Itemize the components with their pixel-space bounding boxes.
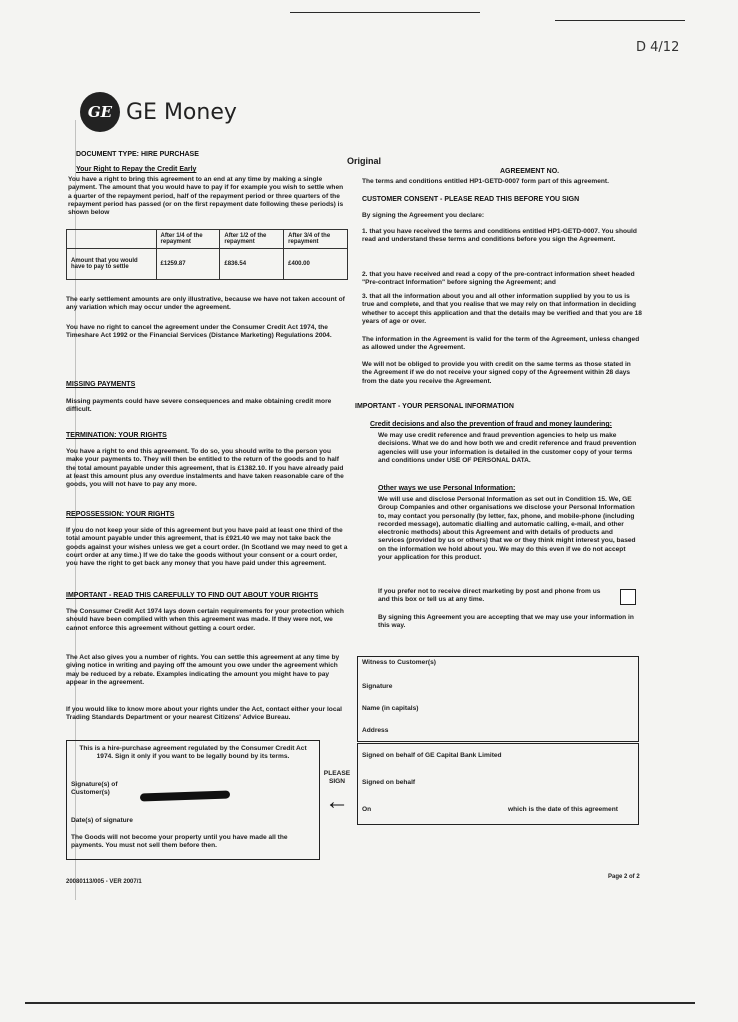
- scan-line: [290, 12, 480, 13]
- please-sign-label: PLEASE SIGN: [323, 770, 351, 786]
- lender-signature-box: [357, 743, 639, 825]
- table-header-row: [67, 230, 348, 249]
- obliged-text: We will not be obliged to provide you with credit on the same terms as those stated in the Agreement if we do not receive your signed copy of the Agreement within 28 days from the date you receive the Agreement.: [362, 361, 631, 385]
- date-note: which is the date of this agreement: [508, 806, 618, 813]
- consent-lead: By signing the Agreement you declare:: [362, 212, 485, 219]
- witness-address-label: Address: [362, 727, 389, 734]
- signature-date-label: Date(s) of signature: [71, 817, 133, 824]
- ge-monogram-icon: GE: [80, 92, 120, 132]
- other-ways-heading: Other ways we use Personal Information:: [378, 485, 516, 492]
- table-cell: £836.54: [220, 249, 284, 280]
- table-cell: [67, 230, 157, 249]
- witness-signature-label: Signature: [362, 683, 393, 690]
- table-row: [67, 249, 348, 280]
- table-cell: After 3/4 of the repayment: [284, 230, 348, 249]
- consent-point-1: 1. that you have received the terms and conditions entitled HP1-GETD-0007. You should read and understand these terms and conditions before you sign the Agreement.: [362, 228, 637, 244]
- marketing-opt-out-checkbox[interactable]: [620, 589, 636, 605]
- brand-name: GE Money: [126, 99, 237, 125]
- customer-signature-box: [66, 740, 320, 860]
- table-cell: After 1/2 of the repayment: [220, 230, 284, 249]
- witness-title: Witness to Customer(s): [362, 659, 436, 666]
- early-repay-text: You have a right to bring this agreement to an end at any time by making a single payment. The amount that you would have to pay if for example you wish to settle when a quarter of the repayment period, half of the repayment period or three quarters of the repayment period has passed (or on the first repayment date following these periods) is shown below: [68, 176, 344, 217]
- table-cell: £400.00: [284, 249, 348, 280]
- termination-heading: TERMINATION: YOUR RIGHTS: [66, 432, 167, 439]
- ge-money-logo: [80, 92, 237, 132]
- missing-payments-text: Missing payments could have severe consequences and make obtaining credit more difficult.: [66, 398, 332, 414]
- by-signing-text: By signing this Agreement you are accepting that we may use your information in this way.: [378, 614, 634, 630]
- credit-decisions-text: We may use credit reference and fraud prevention agencies to help us make decisions. What we do and how both we and credit reference and fraud prevention agencies will use your information is detailed in the customer copy of your terms and conditions under USE OF PERSONAL DATA.: [378, 432, 637, 464]
- important-text-3: If you would like to know more about your rights under the Act, contact either your local Trading Standards Department or your nearest Citizens' Advice Bureau.: [66, 706, 342, 722]
- important-heading: IMPORTANT - READ THIS CAREFULLY TO FIND OUT ABOUT YOUR RIGHTS: [66, 592, 319, 599]
- document-type: DOCUMENT TYPE: HIRE PURCHASE: [76, 151, 199, 158]
- witness-box: [357, 656, 639, 742]
- missing-payments-heading: MISSING PAYMENTS: [66, 381, 136, 388]
- page-indicator: Page 2 of 2: [608, 874, 640, 880]
- table-cell: After 1/4 of the repayment: [156, 230, 220, 249]
- scan-line: [25, 1002, 695, 1004]
- on-date-label: On: [362, 806, 372, 813]
- marketing-opt-out-text: If you prefer not to receive direct marketing by post and phone from us and this box or tell us at any time.: [378, 588, 601, 604]
- important-text-1: The Consumer Credit Act 1974 lays down certain requirements for your protection which should have been complied with when this agreement was made. If they were not, we cannot enforce this agreement without getting a court order.: [66, 608, 344, 632]
- sign-box-footer: The Goods will not become your property until you have made all the payments. You must not sell them before then.: [71, 834, 288, 850]
- signed-on-behalf-label: Signed on behalf of GE Capital Bank Limited: [362, 752, 502, 759]
- valid-text: The information in the Agreement is valid for the term of the Agreement, unless changed as allowed under the Agreement.: [362, 336, 640, 352]
- consent-point-3: 3. that all the information about you and all other information supplied by you to us is true and complete, and that you realise that we may rely on that information in deciding whether to accept this application and that the details may be verified and that you are 18 years of age or over.: [362, 293, 642, 325]
- consent-heading: CUSTOMER CONSENT - PLEASE READ THIS BEFORE YOU SIGN: [362, 196, 580, 203]
- scan-line: [555, 20, 685, 21]
- cancel-text: You have no right to cancel the agreement under the Consumer Credit Act 1974, the Timeshare Act 1992 or the Financial Services (Distance Marketing) Regulations 2004.: [66, 324, 332, 340]
- page-number: D 4/12: [636, 40, 680, 55]
- original-label: Original: [347, 156, 382, 166]
- other-ways-text: We will use and disclose Personal Information as set out in Condition 15. We, GE Group Companies and other organisations we disclose your Personal Information to, may contact you personally (by letter, fax, phone, and mobile-phone (including recorded message), automatic dialling and automatic calling, e-mail, and other electronic methods) about this Agreement and with details of products and services (provided by us or others) that we or they think might interest you, based on the information we hold about you. We may do this even if we do not accept your application for this product.: [378, 496, 636, 562]
- settlement-table: [66, 229, 348, 280]
- customer-signature-label: Signature(s) of Customer(s): [71, 781, 118, 797]
- signed-by-label: Signed on behalf: [362, 779, 416, 786]
- personal-info-heading: IMPORTANT - YOUR PERSONAL INFORMATION: [355, 403, 514, 410]
- consent-point-2: 2. that you have received and read a copy of the pre-contract information sheet headed "Pre-contract Information" before signing the Agreement; and: [362, 271, 635, 287]
- important-text-2: The Act also gives you a number of rights. You can settle this agreement at any time by giving notice in writing and paying off the amount you owe under the agreement which may be reduced by a rebate. Examples indicating the amount you might have to pay appear in the agreement.: [66, 654, 340, 686]
- arrow-left-icon: ←: [325, 788, 349, 815]
- sign-box-title: This is a hire-purchase agreement regulated by the Consumer Credit Act 1974. Sign it only if you want to be legally bound by its terms.: [79, 745, 307, 761]
- repossession-text: If you do not keep your side of this agreement but you have paid at least one third of the total amount payable under this agreement, that is £921.40 we may not take back the goods against your wishes unless we get a court order. (In Scotland we may need to get a court order at any time.) If we do take the goods without your consent or a court order, you have the right to get back any money that you have paid under this agreement.: [66, 527, 348, 568]
- agreement-no-label: AGREEMENT NO.: [500, 168, 560, 175]
- document-reference: 20080113/005 - VER 2007/1: [66, 879, 142, 885]
- early-repay-heading: Your Right to Repay the Credit Early: [76, 166, 197, 173]
- intro-text: The terms and conditions entitled HP1-GETD-0007 form part of this agreement.: [362, 178, 609, 185]
- termination-text: You have a right to end this agreement. To do so, you should write to the person you make your payments to. They will then be entitled to the return of the goods and to half the total amount payable under this agreement, that is £1382.10. If you have already paid at least this amount plus any overdue instalments and have taken reasonable care of the goods, you will not have to pay any more.: [66, 448, 344, 489]
- witness-name-label: Name (in capitals): [362, 705, 419, 712]
- table-cell: £1259.87: [156, 249, 220, 280]
- early-note: The early settlement amounts are only illustrative, because we have not taken account of any variation which may occur under the agreement.: [66, 296, 345, 312]
- credit-decisions-heading: Credit decisions and also the prevention of fraud and money laundering:: [370, 421, 612, 428]
- repossession-heading: REPOSSESSION: YOUR RIGHTS: [66, 511, 175, 518]
- table-cell: Amount that you would have to pay to settle: [67, 249, 157, 280]
